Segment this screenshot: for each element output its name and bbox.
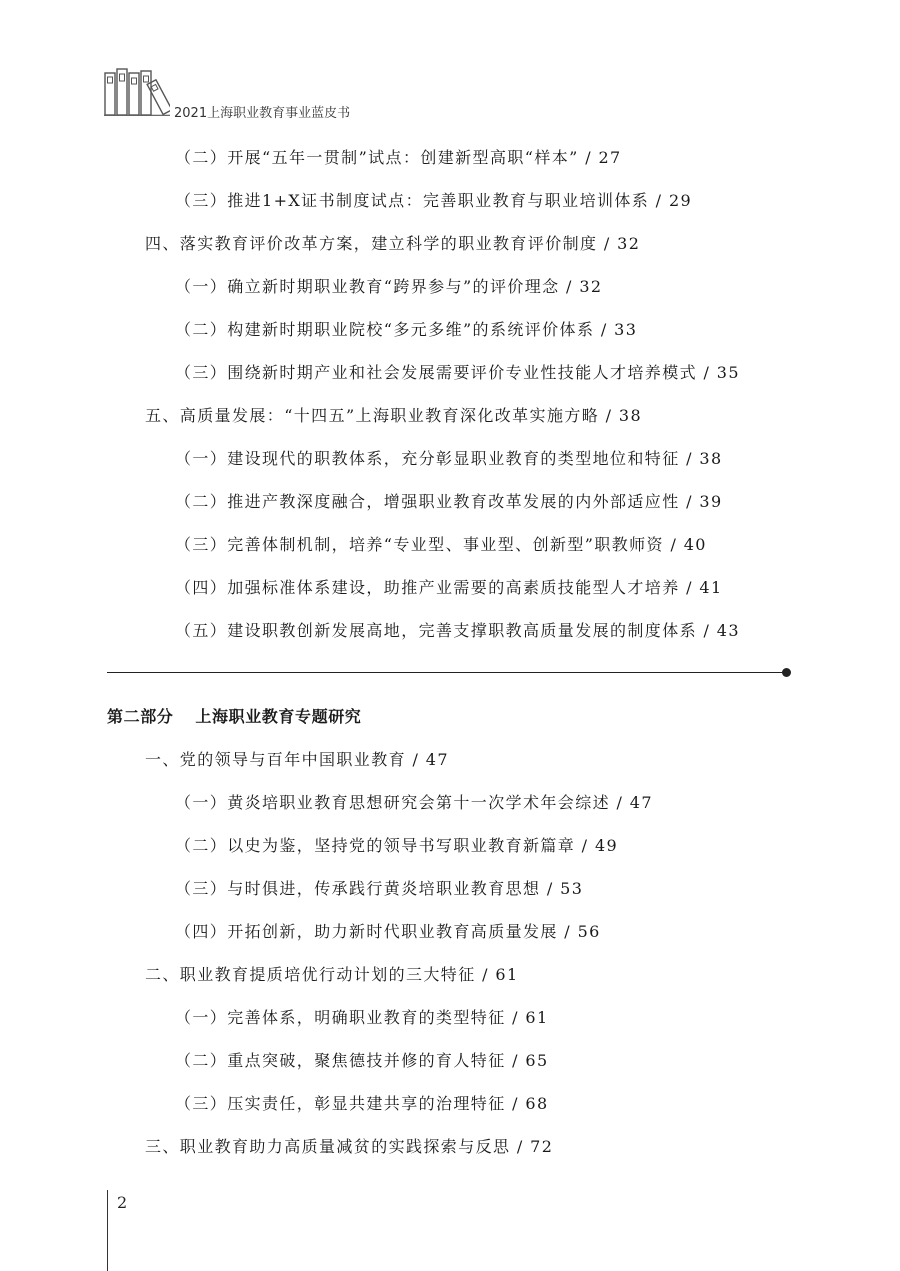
toc-entry[interactable]: （二）以史为鉴，坚持党的领导书写职业教育新篇章 / 49 [175,836,619,855]
toc-chapter[interactable]: 一、党的领导与百年中国职业教育 / 47 [145,750,449,769]
running-header [104,68,364,122]
toc-entry[interactable]: （二）重点突破，聚焦德技并修的育人特征 / 65 [175,1051,549,1070]
divider-end-dot [782,668,791,677]
toc-entry[interactable]: （一）建设现代的职教体系，充分彰显职业教育的类型地位和特征 / 38 [175,449,723,468]
toc-entry[interactable]: （四）加强标准体系建设，助推产业需要的高素质技能型人才培养 / 41 [175,578,723,597]
toc-entry[interactable]: （一）黄炎培职业教育思想研究会第十一次学术年会综述 / 47 [175,793,653,812]
part-two-heading[interactable] [107,707,361,727]
toc-entry[interactable]: （三）推进1+X证书制度试点：完善职业教育与职业培训体系 / 29 [175,191,693,210]
toc-chapter[interactable]: 三、职业教育助力高质量减贫的实践探索与反思 / 72 [145,1137,554,1156]
part-label: 第二部分 [107,707,174,726]
toc-entry[interactable]: （三）压实责任，彰显共建共享的治理特征 / 68 [175,1094,549,1113]
toc-entry[interactable]: （二）构建新时期职业院校“多元多维”的系统评价体系 / 33 [175,320,638,339]
toc-entry[interactable]: （一）完善体系，明确职业教育的类型特征 / 61 [175,1008,549,1027]
toc-chapter[interactable]: 四、落实教育评价改革方案，建立科学的职业教育评价制度 / 32 [145,234,641,253]
toc-chapter[interactable]: 五、高质量发展：“十四五”上海职业教育深化改革实施方略 / 38 [145,406,643,425]
toc-entry[interactable]: （四）开拓创新，助力新时代职业教育高质量发展 / 56 [175,922,601,941]
toc-chapter[interactable]: 二、职业教育提质培优行动计划的三大特征 / 61 [145,965,519,984]
part-title: 上海职业教育专题研究 [195,707,362,726]
toc-entry[interactable]: （五）建设职教创新发展高地，完善支撑职教高质量发展的制度体系 / 43 [175,621,740,640]
page-number-rule [107,1190,108,1271]
book-title: 2021上海职业教育事业蓝皮书 [174,106,351,121]
toc-entry[interactable]: （三）完善体制机制，培养“专业型、事业型、创新型”职教师资 / 40 [175,535,707,554]
toc-entry[interactable]: （三）与时俱进，传承践行黄炎培职业教育思想 / 53 [175,879,584,898]
toc-entry[interactable]: （二）开展“五年一贯制”试点：创建新型高职“样本” / 27 [175,148,622,167]
toc-entry[interactable]: （三）围绕新时期产业和社会发展需要评价专业性技能人才培养模式 / 35 [175,363,740,382]
page-number: 2 [117,1193,128,1212]
toc-entry[interactable]: （一）确立新时期职业教育“跨界参与”的评价理念 / 32 [175,277,603,296]
toc-entry[interactable]: （二）推进产教深度融合，增强职业教育改革发展的内外部适应性 / 39 [175,492,723,511]
books-icon [104,68,170,116]
section-divider [107,672,787,673]
